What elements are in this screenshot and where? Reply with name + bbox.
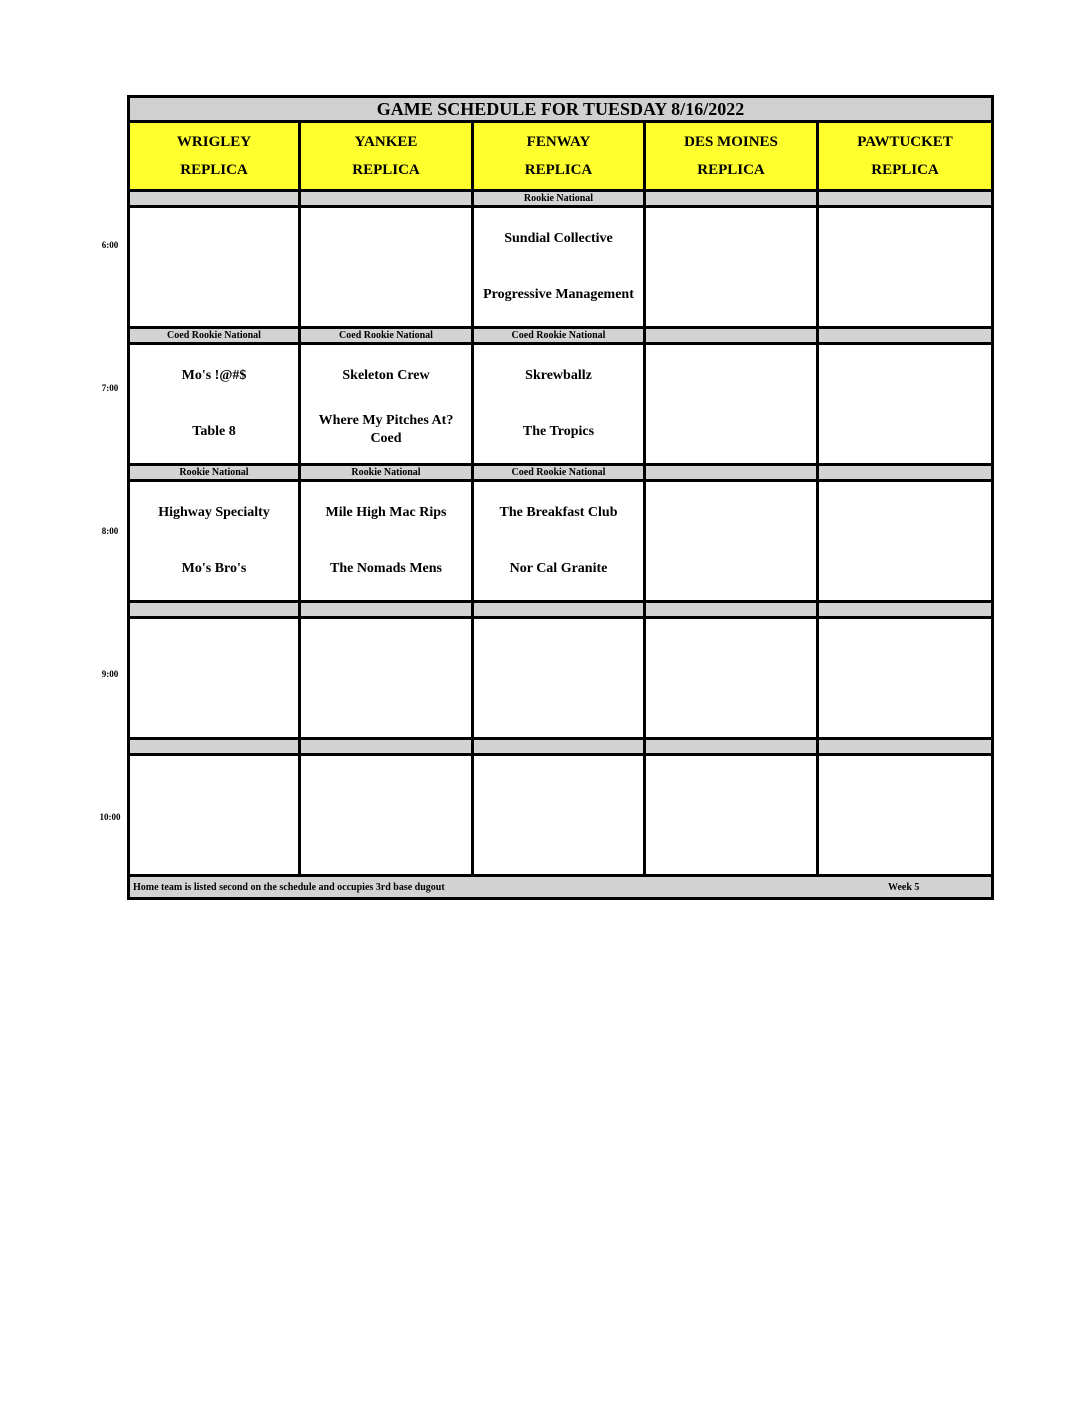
home-team-note: Home team is listed second on the schedule and occupies 3rd base dugout [133,882,445,893]
division-label: Rookie National [473,191,645,207]
division-row [129,328,993,344]
away-team: Skrewballz [525,368,592,383]
division-label [645,602,818,618]
division-label [473,602,645,618]
division-label [645,465,818,481]
home-team: The Tropics [522,424,595,439]
home-team: Mo's Bro's [181,561,247,576]
field-header-wrigley [129,122,300,191]
away-team: Highway Specialty [158,505,270,520]
game-cell [818,207,993,328]
field-header-des-moines [645,122,818,191]
game-cell [300,344,473,465]
game-cell [645,755,818,876]
week-label: Week 5 [888,882,920,893]
game-row [129,207,993,328]
game-cell [473,755,645,876]
division-label [129,602,300,618]
division-label: Coed Rookie National [473,465,645,481]
away-team: Sundial Collective [504,231,613,246]
schedule-table [127,95,994,900]
field-type: REPLICA [871,162,939,178]
game-cell [129,481,300,602]
home-team: Nor Cal Granite [509,561,608,576]
division-label: Coed Rookie National [129,328,300,344]
game-cell [129,618,300,739]
field-type: REPLICA [524,162,593,178]
away-team: The Breakfast Club [499,505,618,520]
game-cell [473,618,645,739]
division-label [129,191,300,207]
game-cell [129,344,300,465]
field-name: PAWTUCKET [857,134,953,150]
division-label [300,602,473,618]
game-cell [818,481,993,602]
away-team: Mo's !@#$ [181,368,247,383]
division-label [645,739,818,755]
field-name: YANKEE [354,134,418,150]
division-label [473,739,645,755]
field-name: WRIGLEY [176,134,252,150]
game-cell [473,481,645,602]
division-row [129,739,993,755]
time-label-9: 9:00 [101,669,119,679]
division-label: Rookie National [300,465,473,481]
field-type: REPLICA [352,162,420,178]
game-cell [300,755,473,876]
away-team: Skeleton Crew [342,368,430,383]
field-type: REPLICA [180,162,248,178]
game-cell [645,207,818,328]
division-label [645,328,818,344]
division-label [645,191,818,207]
game-cell [645,618,818,739]
home-team: Where My Pitches At? Coed [318,413,454,446]
field-header-pawtucket [818,122,993,191]
game-cell [129,755,300,876]
time-label-8: 8:00 [101,526,119,536]
time-label-6: 6:00 [101,240,119,250]
division-label [300,191,473,207]
game-row [129,618,993,739]
division-label: Coed Rookie National [473,328,645,344]
game-cell [645,344,818,465]
schedule-sheet [127,95,991,900]
game-cell [300,207,473,328]
home-team: Table 8 [192,424,236,439]
game-cell [818,344,993,465]
time-label-7: 7:00 [101,383,119,393]
division-label [818,739,993,755]
game-cell [473,207,645,328]
home-team: The Nomads Mens [329,561,442,576]
field-header-row [129,122,993,191]
game-row [129,755,993,876]
field-header-fenway [473,122,645,191]
division-row [129,191,993,207]
game-row [129,344,993,465]
game-cell [129,207,300,328]
division-label [300,739,473,755]
game-cell [473,344,645,465]
division-label: Rookie National [129,465,300,481]
game-cell [300,618,473,739]
division-label [818,602,993,618]
field-name: DES MOINES [684,134,778,150]
field-name: FENWAY [526,134,591,150]
division-row [129,465,993,481]
field-type: REPLICA [697,162,765,178]
game-cell [300,481,473,602]
time-label-10: 10:00 [99,812,121,822]
division-label [818,191,993,207]
division-label [818,465,993,481]
game-row [129,481,993,602]
field-header-yankee [300,122,473,191]
division-label [129,739,300,755]
schedule-footer [129,876,993,899]
division-label: Coed Rookie National [300,328,473,344]
schedule-title: GAME SCHEDULE FOR TUESDAY 8/16/2022 [129,97,993,122]
division-label [818,328,993,344]
away-team: Mile High Mac Rips [325,505,447,520]
game-cell [818,755,993,876]
game-cell [818,618,993,739]
game-cell [645,481,818,602]
division-row [129,602,993,618]
home-team: Progressive Management [483,287,634,302]
